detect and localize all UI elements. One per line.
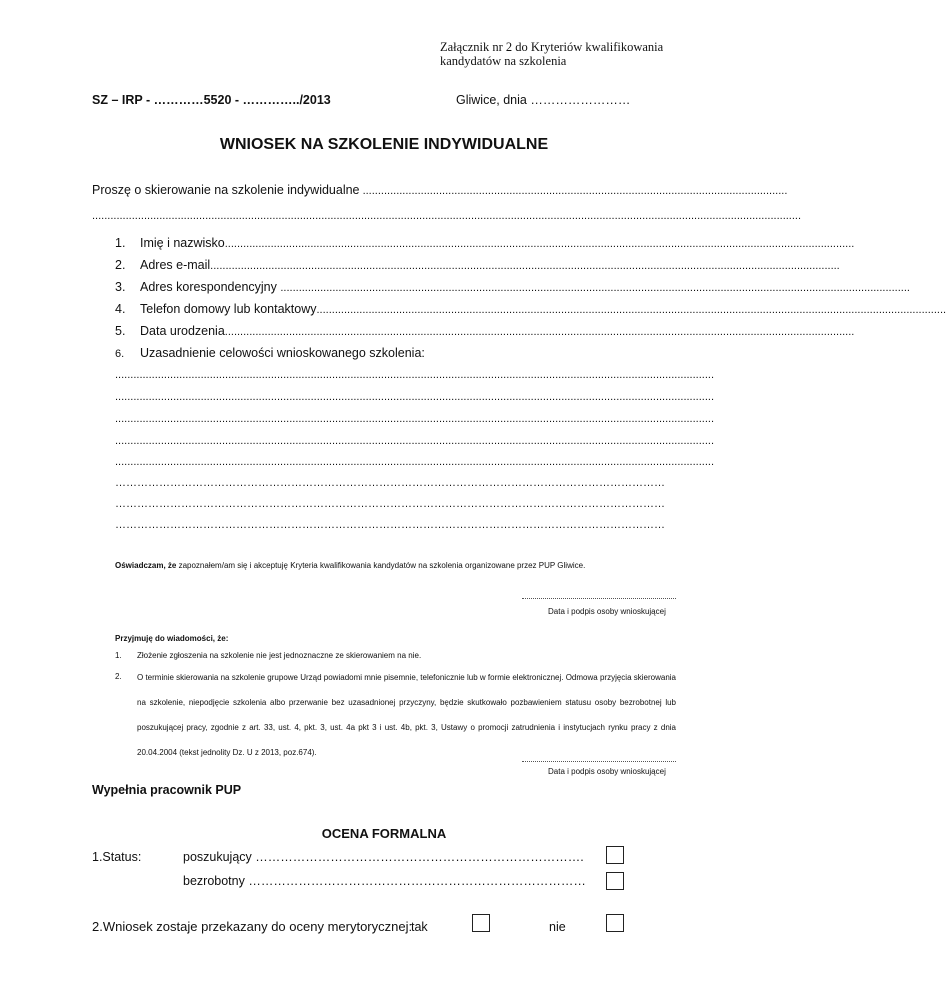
- field-number: 1.: [115, 236, 126, 250]
- request-line: [92, 183, 788, 197]
- signature-label-1: Data i podpis osoby wnioskującej: [548, 607, 666, 616]
- field-justification-label: Uzasadnienie celowości wnioskowanego szkolenia:: [140, 346, 425, 360]
- justification-line[interactable]: ……………………………………………………………………………………………………………………………………: [115, 498, 665, 510]
- signature-line-2[interactable]: [522, 761, 676, 762]
- ocena-heading: OCENA FORMALNA: [321, 826, 447, 841]
- ack-item-2: O terminie skierowania na szkolenie grupowe Urząd powiadomi mnie pisemnie, telefonicznie lub w formie elektronicznej. Odmowa przyjęcia skierowania na szkolenie, niepodjęcie szkolenia albo przerwanie bez uzasadnionej przyczyny, będzie skutkowało pozbawieniem statusu osoby bezrobotnej lub poszukującej pracy, zgodnie z art. 33, ust. 4, pkt. 3, ust. 4a pkt 3 i ust. 4b, pkt. 3, Ustawy o promocji zatrudnienia i instytucjach rynku pracy z dnia 20.04.2004 (tekst jednolity Dz. U z 2013, poz.674).: [137, 673, 676, 757]
- acknowledge-heading: Przyjmuję do wiadomości, że:: [115, 634, 229, 643]
- place-date: Gliwice, dnia ……………………: [456, 93, 631, 107]
- field-label: Adres e-mail: [140, 258, 211, 272]
- justification-line[interactable]: ……………………………………………………………………………………………………………………………………: [115, 477, 665, 489]
- field-address[interactable]: Adres korespondencyjny ..............................................................................................................................................................................................................: [140, 280, 910, 294]
- checkbox-nie[interactable]: [606, 914, 624, 932]
- justification-line[interactable]: ....................................................................................................................................................................................................: [115, 435, 715, 447]
- checkbox-poszukujacy[interactable]: [606, 846, 624, 864]
- attachment-note: [440, 40, 663, 68]
- justification-line[interactable]: ……………………………………………………………………………………………………………………………………: [115, 519, 665, 531]
- declaration: [115, 561, 585, 570]
- field-phone[interactable]: Telefon domowy lub kontaktowy..............................................................................................................................................................................................................: [140, 302, 946, 316]
- checkbox-bezrobotny[interactable]: [606, 872, 624, 890]
- declaration-bold: Oświadczam, że: [115, 561, 177, 570]
- attachment-line-1: Załącznik nr 2 do Kryteriów kwalifikowania: [440, 40, 664, 54]
- document-title: WNIOSEK NA SZKOLENIE INDYWIDUALNE: [219, 136, 549, 153]
- question-label: 2.Wniosek zostaje przekazany do oceny merytorycznej:: [92, 919, 413, 934]
- field-label: Imię i nazwisko: [140, 236, 225, 250]
- attachment-line-2: kandydatów na szkolenia: [440, 54, 567, 68]
- request-dots: ...........................................................................................................................................: [359, 185, 788, 197]
- field-number: 2.: [115, 258, 126, 272]
- ack-number: 2.: [115, 672, 122, 681]
- field-name[interactable]: Imię i nazwisko..............................................................................................................................................................................................................: [140, 236, 855, 250]
- justification-line[interactable]: ....................................................................................................................................................................................................: [115, 413, 715, 425]
- declaration-text: zapoznałem/am się i akceptuję Kryteria kwalifikowania kandydatów na szkolenia organizowane przez PUP Gliwice.: [176, 561, 586, 570]
- field-email[interactable]: Adres e-mail..............................................................................................................................................................................................................: [140, 258, 840, 272]
- status-label: 1.Status:: [92, 850, 142, 864]
- justification-line[interactable]: ....................................................................................................................................................................................................: [115, 391, 715, 403]
- ack-number: 1.: [115, 651, 122, 660]
- justification-line[interactable]: ....................................................................................................................................................................................................: [115, 456, 715, 468]
- request-text: Proszę o skierowanie na szkolenie indywidualne: [92, 183, 360, 197]
- field-label: Telefon domowy lub kontaktowy: [140, 302, 317, 316]
- field-number: 5.: [115, 324, 126, 338]
- checkbox-tak[interactable]: [472, 914, 490, 932]
- signature-label-2: Data i podpis osoby wnioskującej: [548, 767, 666, 776]
- field-number: 4.: [115, 302, 126, 316]
- field-label: Data urodzenia: [140, 324, 225, 338]
- signature-line-1[interactable]: [522, 598, 676, 599]
- reference-number: SZ – IRP - …………5520 - …………../2013: [92, 93, 331, 107]
- option-nie-label: nie: [549, 920, 566, 934]
- status-option-poszukujacy: poszukujący …………………………………………………………………….: [183, 850, 584, 864]
- status-option-bezrobotny: bezrobotny ………………………………………………………………………: [183, 874, 586, 888]
- justification-line[interactable]: ....................................................................................................................................................................................................: [115, 369, 715, 381]
- field-label: Adres korespondencyjny: [140, 280, 281, 294]
- field-birthdate[interactable]: Data urodzenia..............................................................................................................................................................................................................: [140, 324, 855, 338]
- request-continuation-dots: ........................................................................................................................................................................................................................................: [92, 210, 802, 222]
- option-tak-label: tak: [411, 920, 428, 934]
- pup-heading: Wypełnia pracownik PUP: [92, 783, 242, 797]
- ack-item-1: Złożenie zgłoszenia na szkolenie nie jest jednoznaczne ze skierowaniem na nie.: [137, 651, 422, 660]
- field-number: 3.: [115, 280, 126, 294]
- field-number: 6.: [115, 348, 125, 360]
